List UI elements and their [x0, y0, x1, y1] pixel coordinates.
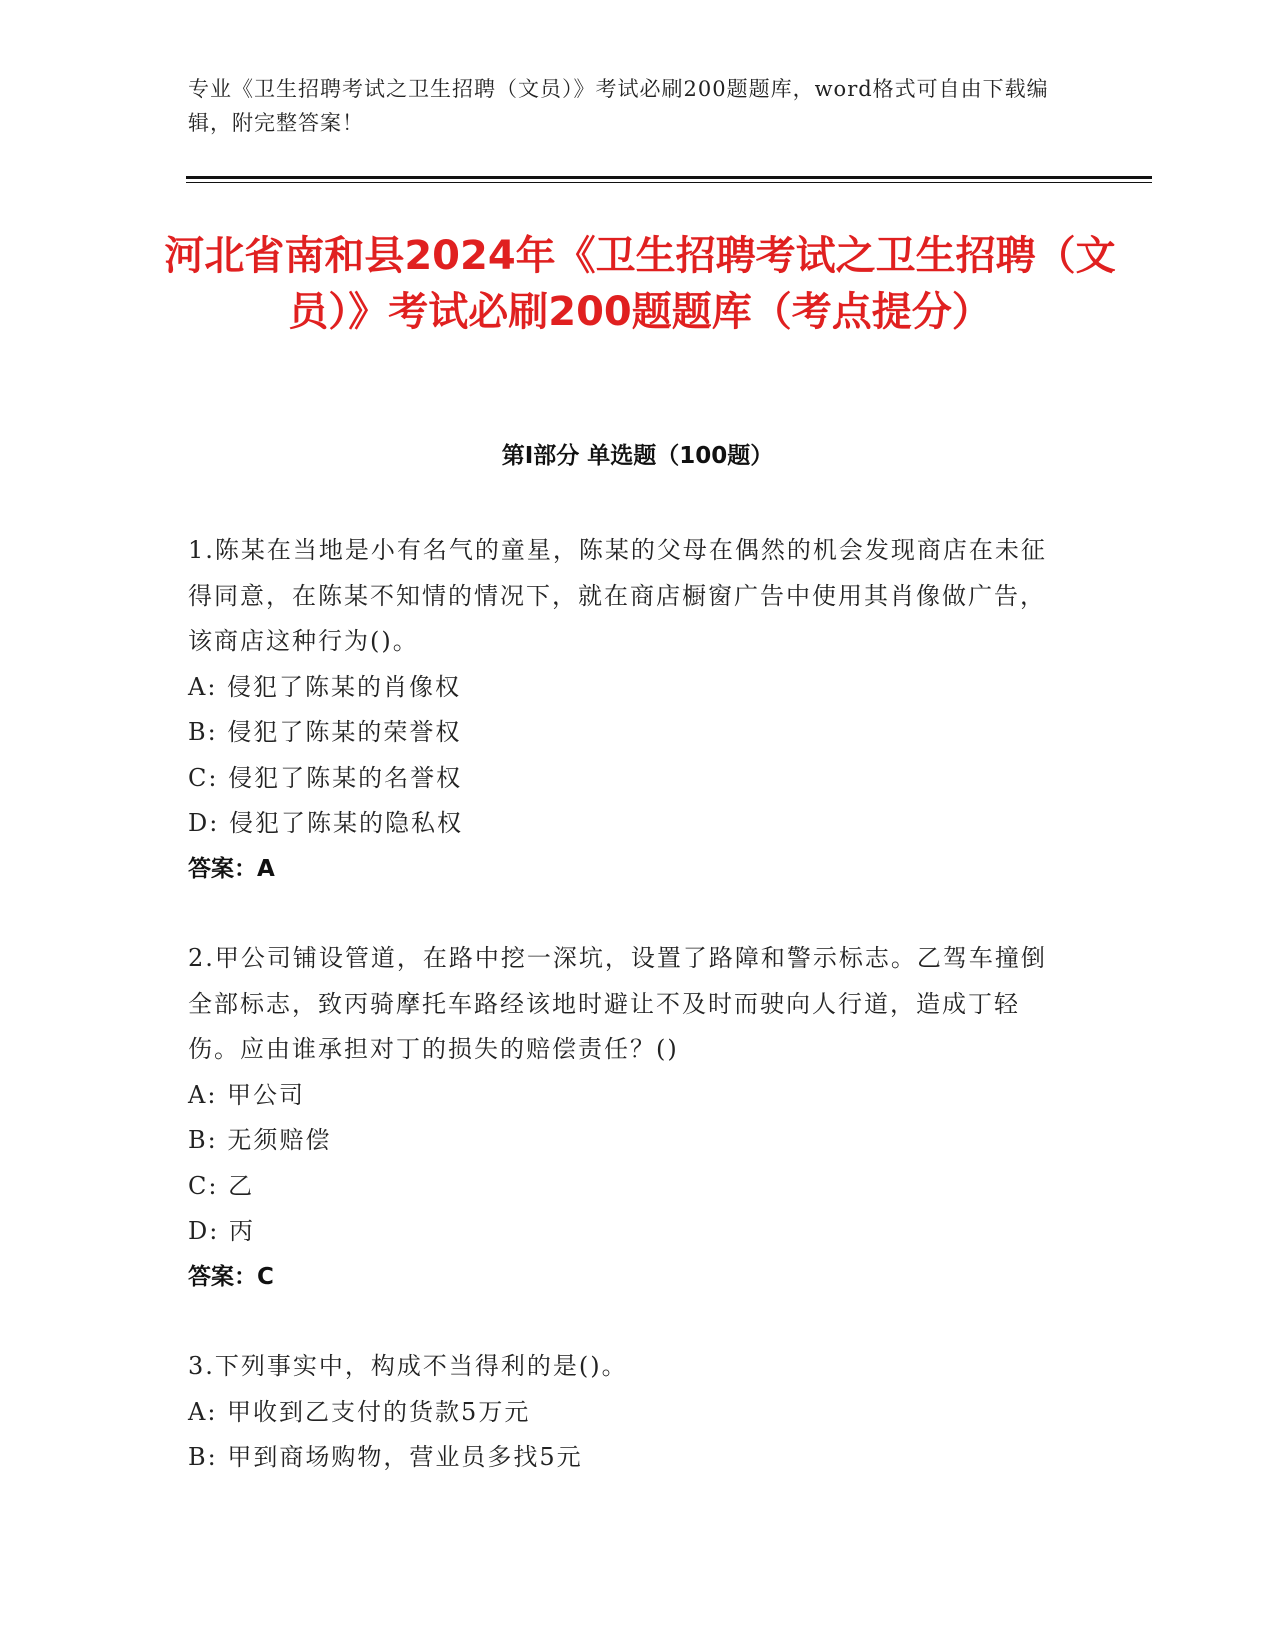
option-c: C: 乙	[188, 1171, 255, 1200]
option-b: B: 侵犯了陈某的荣誉权	[188, 718, 462, 746]
option-b: B: 甲到商场购物，营业员多找5元	[188, 1443, 583, 1471]
answer: 答案：C	[188, 1263, 274, 1290]
section-heading: 第Ⅰ部分 单选题（100题）	[501, 443, 774, 469]
question-stem: 2.甲公司铺设管道，在路中挖一深坑，设置了路障和警示标志。乙驾车撞倒全部标志，致丙骑摩托车路经该地时避让不及时而驶向人行道，造成丁轻伤。应由谁承担对丁的损失的赔偿责任？()	[188, 944, 1047, 1063]
answer: 答案：A	[188, 855, 275, 882]
header-note: 专业《卫生招聘考试之卫生招聘（文员）》考试必刷200题题库，word格式可自由下载编辑，附完整答案！	[188, 77, 1049, 135]
header-divider-thin	[186, 182, 1152, 183]
question-2	[188, 936, 1068, 1300]
option-d: D: 侵犯了陈某的隐私权	[188, 809, 463, 837]
option-a: A: 甲收到乙支付的货款5万元	[188, 1397, 531, 1426]
option-b: B: 无须赔偿	[188, 1126, 332, 1154]
option-a: A: 侵犯了陈某的肖像权	[188, 672, 462, 701]
question-stem: 3.下列事实中，构成不当得利的是()。	[188, 1352, 628, 1380]
option-d: D: 丙	[188, 1217, 255, 1245]
option-a: A: 甲公司	[188, 1080, 306, 1109]
option-c: C: 侵犯了陈某的名誉权	[188, 763, 463, 792]
question-1	[188, 528, 1068, 892]
question-stem: 1.陈某在当地是小有名气的童星，陈某的父母在偶然的机会发现商店在未征得同意，在陈某不知情的情况下，就在商店橱窗广告中使用其肖像做广告，该商店这种行为()。	[188, 536, 1047, 655]
document-title: 河北省南和县2024年《卫生招聘考试之卫生招聘（文员）》考试必刷200题题库（考点提分）	[164, 233, 1116, 335]
header-divider-thick	[186, 176, 1152, 179]
question-list	[188, 528, 1068, 1525]
question-3	[188, 1344, 1068, 1481]
